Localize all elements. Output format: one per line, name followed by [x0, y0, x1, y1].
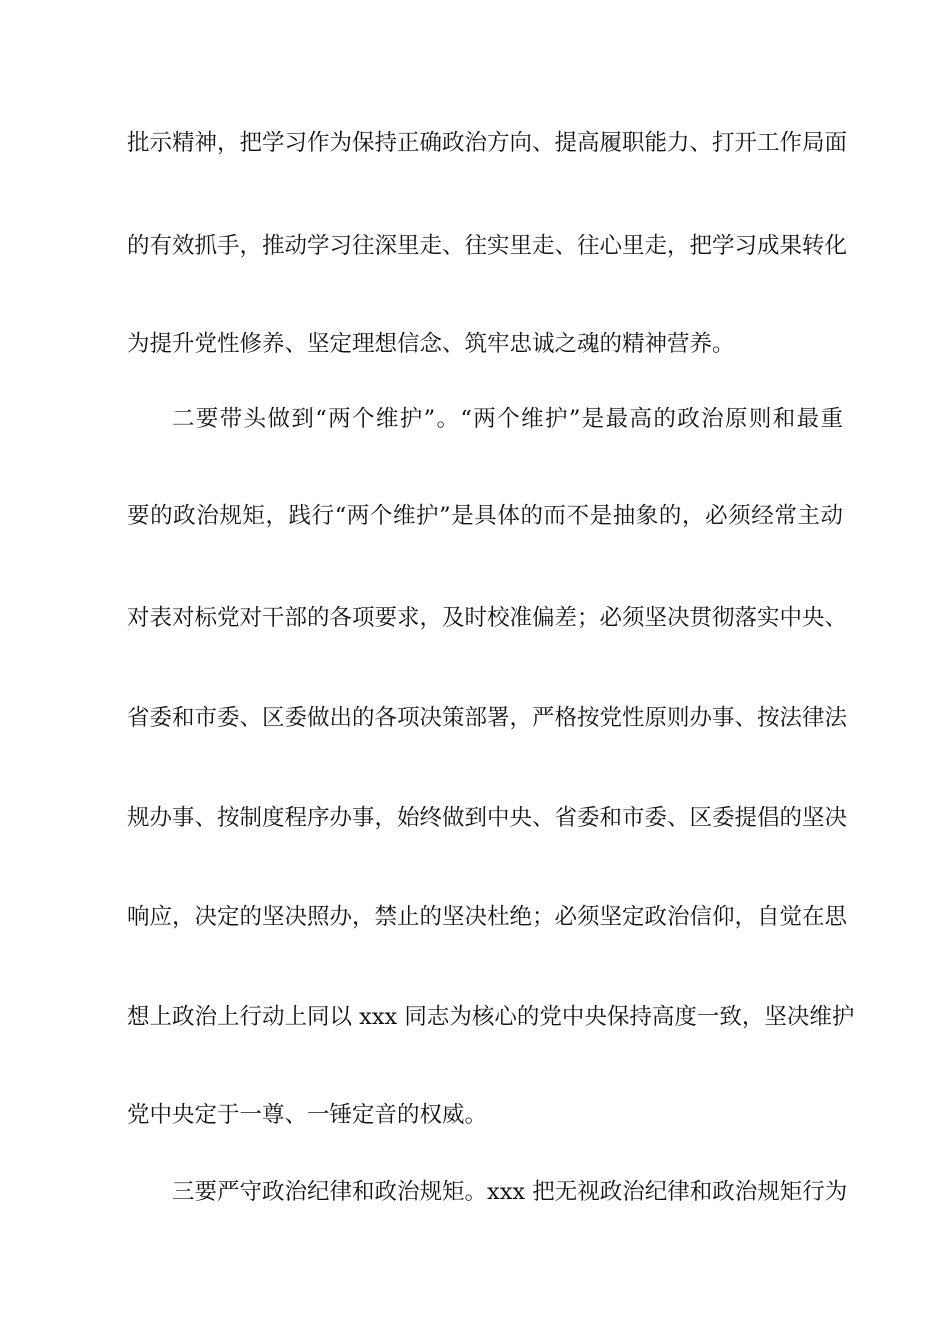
paragraph-1-line-2: 的有效抓手，推动学习往深里走、往实里走、往心里走，把学习成果转化: [127, 233, 848, 259]
paragraph-1-line-1: 批示精神，把学习作为保持正确政治方向、提高履职能力、打开工作局面: [127, 130, 848, 156]
paragraph-2-line-8: 党中央定于一尊、一锤定音的权威。: [127, 1102, 488, 1128]
paragraph-2-line-4: 省委和市委、区委做出的各项决策部署，严格按党性原则办事、按法律法: [127, 705, 848, 731]
paragraph-2-line-6: 响应，决定的坚决照办，禁止的坚决杜绝；必须坚定政治信仰，自觉在思: [127, 904, 848, 930]
paragraph-1-line-3: 为提升党性修养、坚定理想信念、筑牢忠诚之魂的精神营养。: [127, 331, 735, 357]
paragraph-2-line-3: 对表对标党对干部的各项要求，及时校准偏差；必须坚决贯彻落实中央、: [127, 605, 848, 631]
paragraph-2-line-2: 要的政治规矩，践行“两个维护”是具体的而不是抽象的，必须经常主动: [127, 503, 843, 529]
paragraph-3-line-1: 三要严守政治纪律和政治规矩。xxx 把无视政治纪律和政治规矩行为: [172, 1179, 848, 1205]
paragraph-2-line-5: 规办事、按制度程序办事，始终做到中央、省委和市委、区委提倡的坚决: [127, 805, 848, 831]
paragraph-2-line-1: 二要带头做到“两个维护”。“两个维护”是最高的政治原则和最重: [172, 406, 843, 432]
paragraph-2-line-7: 想上政治上行动上同以 xxx 同志为核心的党中央保持高度一致，坚决维护: [127, 1004, 855, 1030]
